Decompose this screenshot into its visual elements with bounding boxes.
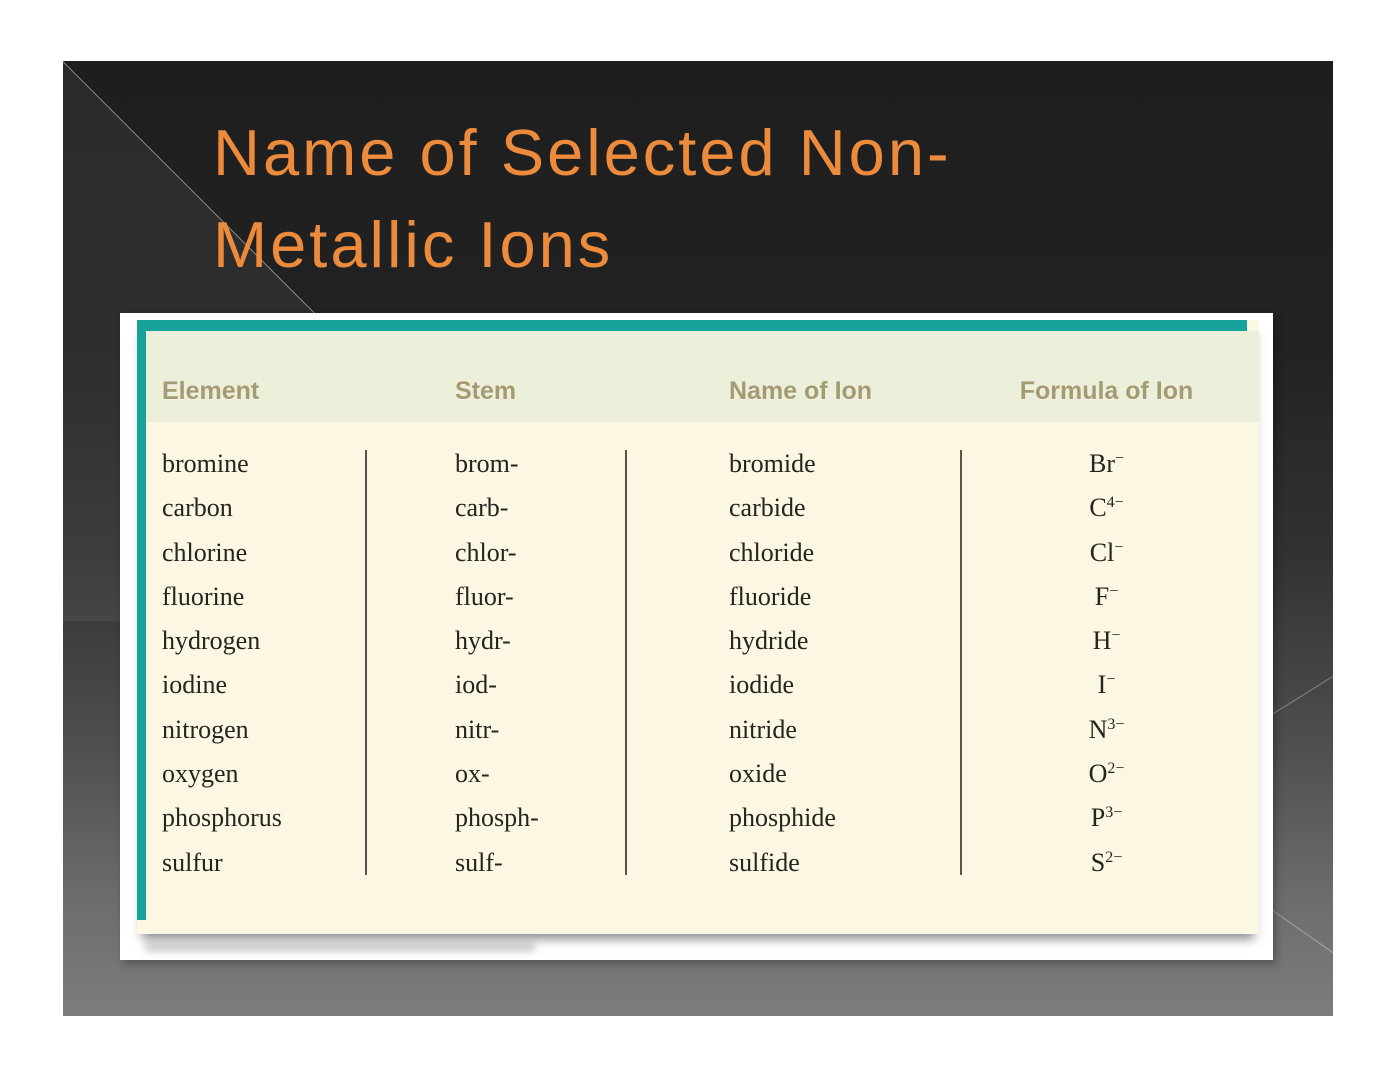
table-frame (120, 313, 1273, 960)
cell-element: iodine (162, 670, 227, 700)
cell-ion-name: bromide (729, 449, 816, 478)
cell-ion-name: phosphide (729, 803, 836, 833)
cell-stem: nitr- (455, 714, 500, 744)
formula-base: C (1089, 493, 1107, 523)
table-header-row (137, 331, 1259, 422)
cell-ion-name: nitride (729, 714, 797, 744)
table-row (137, 531, 1259, 575)
cell-formula (960, 708, 1259, 752)
cell-element: sulfur (162, 847, 223, 877)
formula-base: O (1088, 759, 1108, 789)
formula-charge: − (1111, 627, 1121, 645)
formula-base: F (1094, 581, 1110, 611)
cell-ion-name: fluoride (729, 581, 812, 611)
cell-stem: fluor- (455, 581, 514, 611)
table-row (137, 663, 1259, 707)
cell-element: phosphorus (162, 803, 282, 833)
cell-formula (960, 841, 1259, 885)
cell-element: hydrogen (162, 626, 261, 656)
cell-element: chlorine (162, 537, 248, 567)
slide (63, 61, 1333, 1016)
formula-charge: − (1106, 671, 1116, 689)
formula-charge: 2− (1107, 760, 1125, 778)
table-row (137, 708, 1259, 752)
formula-charge: − (1114, 538, 1124, 556)
table-panel (137, 320, 1259, 934)
cell-stem: iod- (455, 670, 497, 700)
cell-element: nitrogen (162, 714, 249, 744)
header-formula-of-ion: Formula of Ion (1019, 377, 1194, 405)
cell-formula (960, 796, 1259, 840)
slide-title-line1: Name of Selected Non- (213, 116, 952, 189)
cell-formula (960, 663, 1259, 707)
cell-element: oxygen (162, 759, 239, 789)
cell-formula (960, 619, 1259, 663)
cell-formula (960, 531, 1259, 575)
table-row (137, 619, 1259, 663)
cell-stem: chlor- (455, 537, 517, 567)
cell-ion-name: iodide (729, 670, 794, 700)
teal-top-bar (137, 320, 1247, 331)
frame-bottom-shadow (145, 943, 535, 951)
formula-base: N (1088, 714, 1108, 744)
cell-stem: brom- (455, 449, 519, 478)
column-divider-3 (960, 450, 962, 875)
formula-charge: 2− (1105, 848, 1123, 866)
table-row (137, 442, 1259, 486)
table-row (137, 752, 1259, 796)
formula-base: Cl (1089, 537, 1115, 567)
formula-charge: 4− (1106, 494, 1124, 512)
table-row (137, 841, 1259, 885)
cell-formula (960, 752, 1259, 796)
formula-base: Br (1088, 449, 1115, 478)
cell-stem: ox- (455, 759, 490, 789)
cell-formula (960, 442, 1259, 486)
header-stem: Stem (455, 377, 517, 405)
cell-ion-name: chloride (729, 537, 815, 567)
cell-formula (960, 575, 1259, 619)
cell-element: bromine (162, 449, 249, 478)
cell-ion-name: carbide (729, 493, 806, 523)
cell-ion-name: oxide (729, 759, 787, 789)
cell-ion-name: hydride (729, 626, 809, 656)
table-row (137, 486, 1259, 530)
formula-base: P (1090, 803, 1106, 833)
formula-base: H (1092, 626, 1112, 656)
slide-title-line2: Metallic Ions (213, 208, 614, 281)
header-name-of-ion: Name of Ion (729, 377, 873, 405)
cell-formula (960, 486, 1259, 530)
cell-ion-name: sulfide (729, 847, 800, 877)
column-divider-2 (625, 450, 627, 875)
formula-charge: 3− (1107, 715, 1125, 733)
header-element: Element (162, 377, 260, 405)
column-divider-1 (365, 450, 367, 875)
slide-title (213, 107, 952, 291)
cell-stem: sulf- (455, 847, 503, 877)
formula-base: S (1090, 847, 1106, 877)
formula-base: I (1097, 670, 1107, 700)
table-row (137, 796, 1259, 840)
cell-stem: phosph- (455, 803, 539, 833)
formula-charge: − (1109, 582, 1119, 600)
formula-charge: 3− (1105, 804, 1123, 822)
cell-element: carbon (162, 493, 233, 523)
formula-charge: − (1114, 450, 1125, 467)
table-row (137, 575, 1259, 619)
cell-element: fluorine (162, 581, 245, 611)
cell-stem: hydr- (455, 626, 511, 656)
table-body (137, 442, 1259, 885)
cell-stem: carb- (455, 493, 509, 523)
